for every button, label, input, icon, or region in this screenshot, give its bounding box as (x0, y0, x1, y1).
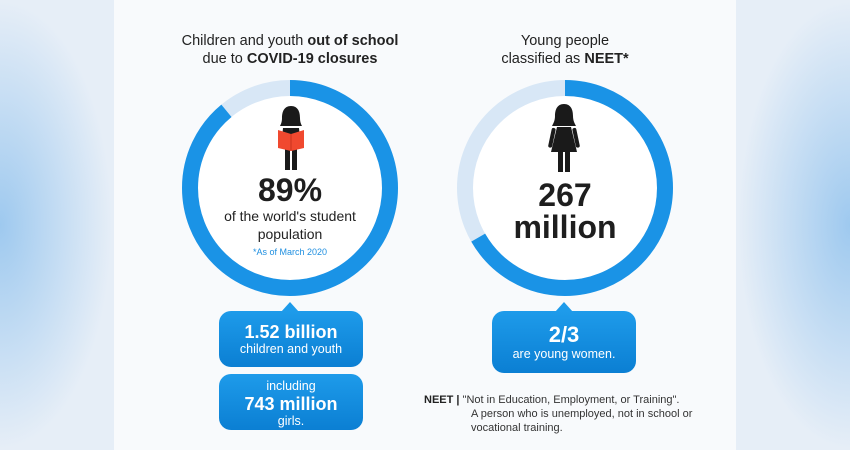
neet-line1: "Not in Education, Employment, or Training". (462, 394, 680, 406)
left-heading (160, 32, 420, 68)
callout-students (219, 311, 363, 367)
right-heading (460, 32, 670, 68)
neet-label: NEET | (424, 394, 460, 406)
left-heading-bold2: COVID-19 closures (246, 51, 378, 67)
callout-students-text: children and youth (239, 342, 343, 356)
neet-definition (424, 393, 724, 435)
callout-students-num: 1.52 billion (244, 322, 338, 342)
left-heading-bold1: out of school (307, 33, 399, 49)
student-percent: 89% (257, 172, 323, 208)
neet-line3: vocational training. (471, 422, 563, 434)
right-heading-line1: Young people (520, 33, 610, 49)
callout-neet-text: are young women. (512, 347, 616, 361)
callout-neet-women (492, 311, 636, 373)
girl-reading-icon (276, 104, 306, 172)
right-heading-text2: classified as (501, 51, 585, 67)
callout-girls (219, 374, 363, 430)
left-heading-text: Children and youth (181, 33, 308, 49)
callout-girls-pre: including (266, 379, 316, 393)
student-desc-1: of the world's student (224, 208, 356, 224)
student-desc-2: population (257, 226, 323, 242)
callout-neet-num: 2/3 (548, 322, 580, 347)
right-heading-bold: NEET* (584, 51, 629, 67)
footnote-date: *As of March 2020 (252, 247, 328, 257)
neet-count: 267 (538, 177, 592, 213)
callout-girls-post: girls. (277, 414, 305, 428)
callout-girls-num: 743 million (244, 394, 338, 414)
left-heading-text2: due to (202, 51, 247, 67)
neet-line2: A person who is unemployed, not in school or (471, 408, 693, 420)
neet-unit: million (513, 209, 617, 245)
girl-icon (548, 102, 580, 174)
